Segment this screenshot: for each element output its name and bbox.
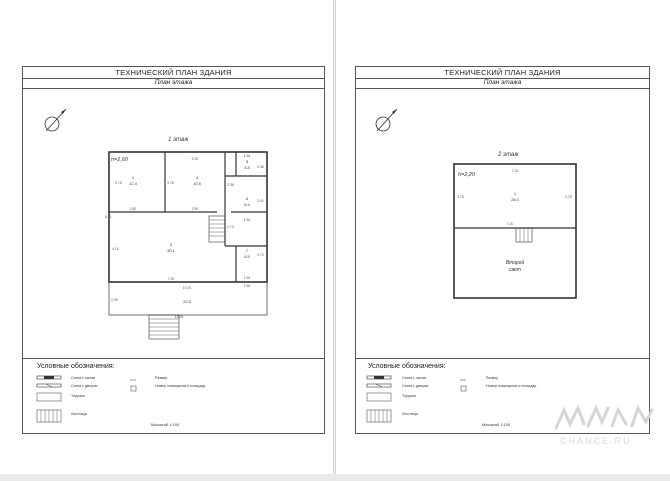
floor-height: h=2,20 <box>458 172 475 178</box>
floor-height: h=2,60 <box>111 157 128 163</box>
legend-terrace: Терраса <box>71 394 85 398</box>
dimension-label: 3.78 <box>565 195 572 199</box>
scale-label: Масштаб 1:100 <box>151 422 180 427</box>
dimension-label: 1.94 <box>243 284 251 288</box>
room-area: 30.1 <box>167 248 175 253</box>
dimension-label: 1.94 <box>243 276 251 280</box>
room-number: 1 <box>131 175 135 180</box>
legend-symbols <box>36 374 146 426</box>
dimension-label: 10.00 <box>182 286 192 290</box>
legend-terrace: Терраса <box>402 394 416 398</box>
legend-symbols <box>366 374 476 426</box>
floor-caption: 1 этаж <box>168 137 189 143</box>
dimension-label: 7.20 <box>506 222 514 226</box>
dimension-label: 10.00 <box>174 315 184 319</box>
dimension-label: 3.78 <box>457 195 464 199</box>
dimension-label: 3.70 <box>257 253 264 257</box>
legend-room-number: Номер помещения и площадь <box>155 384 206 388</box>
dimension-label: 2.90 <box>191 157 199 161</box>
void-label: Второй <box>505 260 525 266</box>
room-area: 28.0 <box>511 197 519 202</box>
legend-stairs: Лестница <box>402 412 418 416</box>
legend-title: Условные обозначения: <box>37 363 115 370</box>
room-number: 4 <box>195 175 199 180</box>
dimension-label: 1.94 <box>243 218 251 222</box>
room-area: 12.4 <box>129 181 137 186</box>
legend-size: Размер <box>486 376 499 380</box>
sheet-title: ТЕХНИЧЕСКИЙ ПЛАН ЗДАНИЯ <box>22 66 325 79</box>
legend-title: Условные обозначения: <box>368 363 446 370</box>
dimension-label: 4.15 <box>112 247 119 251</box>
room-number: 5 <box>245 159 249 164</box>
sheet-title: ТЕХНИЧЕСКИЙ ПЛАН ЗДАНИЯ <box>355 66 650 79</box>
sheet-subtitle: План этажа <box>355 78 650 89</box>
void-label: свет <box>509 267 521 273</box>
dimension-label: 3.78 <box>115 181 122 185</box>
page-bottom-strip <box>0 474 670 481</box>
legend-size: Размер <box>155 376 168 380</box>
dimension-label: 3.78 <box>167 181 174 185</box>
dimension-label: 7.20 <box>511 169 519 173</box>
room-number: 7 <box>245 248 249 253</box>
floor-plan-1 <box>105 148 275 343</box>
legend-room-number: Номер помещения и площадь <box>486 384 537 388</box>
sheet-floor-1 <box>0 0 334 481</box>
legend-stairs: Лестница <box>71 412 87 416</box>
room-area: 5.4 <box>244 202 250 207</box>
scale-label: Масштаб 1:100 <box>482 422 511 427</box>
floor-caption: 2 этаж <box>498 152 519 158</box>
room-area: 3.8 <box>244 165 250 170</box>
legend-wall-door: Стена с дверью <box>402 384 429 388</box>
sheet-subtitle: План этажа <box>22 78 325 89</box>
dimension-label: 2.25 <box>111 298 118 302</box>
legend-wall-window: Стена с окном <box>71 376 96 380</box>
legend-wall-door: Стена с дверью <box>71 384 98 388</box>
room-area: 6.5 <box>244 254 250 259</box>
room-number: 6 <box>245 196 249 201</box>
dimension-label: 2.36 <box>257 165 264 169</box>
floor-plan-2 <box>450 160 580 302</box>
watermark-text: CHANCE.RU <box>560 436 632 446</box>
room-number: 1 <box>513 191 517 196</box>
dimension-label: 2.36 <box>227 183 234 187</box>
dimension-label: 2.90 <box>191 207 199 211</box>
legend-wall-window: Стена с окном <box>402 376 427 380</box>
north-arrow-icon <box>40 106 70 136</box>
dimension-label: 7.20 <box>167 277 175 281</box>
room-number: 2 <box>169 242 173 247</box>
room-area: 22.5 <box>183 299 191 304</box>
dimension-label: 2.73 <box>227 225 234 229</box>
dimension-label: 3.00 <box>257 199 264 203</box>
dimension-label: 2.80 <box>129 207 137 211</box>
north-arrow-icon <box>371 106 401 136</box>
room-area: 10.5 <box>193 181 201 186</box>
dimension-label: 6.41 <box>105 215 112 219</box>
dimension-label: 1.94 <box>243 154 251 158</box>
